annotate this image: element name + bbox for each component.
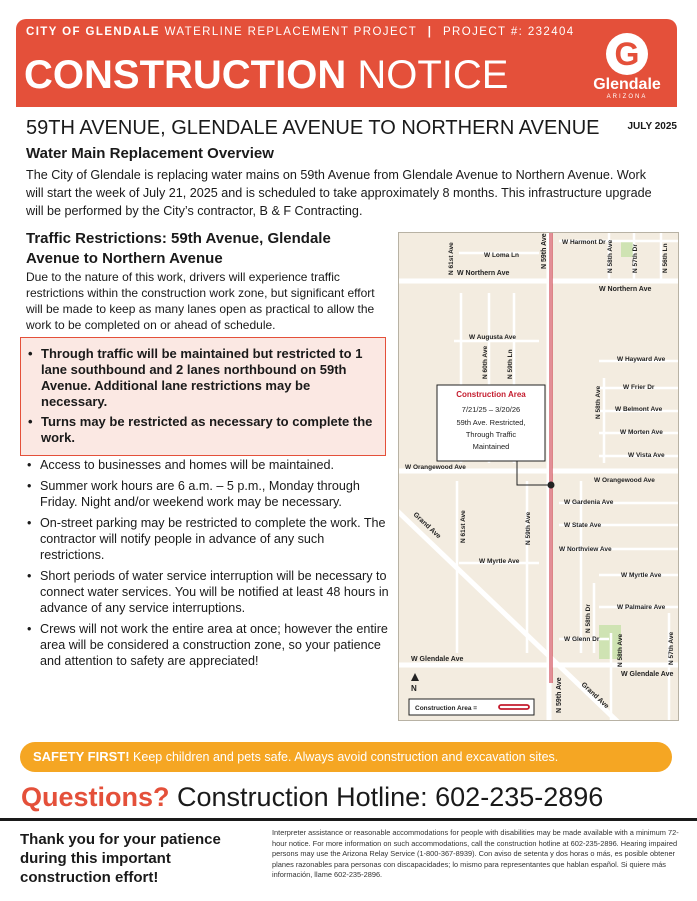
street-label: W Morten Ave [620,429,663,436]
notice-title [24,51,508,99]
street-label: N 59th Ln [507,349,514,379]
title-bold: CONSTRUCTION [24,53,347,97]
legend-label: Construction Area = [415,705,478,712]
highlight-item: • Through traffic will be maintained but restricted to 1 lane southbound and 2 lanes northbound on 59th Avenue. Additional lane restrictions may be necessary. [41,346,375,410]
project-city: CITY OF GLENDALE [26,26,160,38]
traffic-body: Due to the nature of this work, drivers will experience traffic restrictions within the construction work zone, but significant effort will be made to keep as many lanes open as practical to allow the work to be completed on or ahead of schedule. [26,270,375,332]
project-line [26,26,575,38]
callout-dates: 7/21/25 – 3/20/26 [461,405,521,414]
street-label: W State Ave [564,522,602,529]
info-list [26,457,390,674]
street-label: W Palmaire Ave [617,604,666,611]
callout-desc: Through Traffic [465,430,517,439]
callout-title: Construction Area [456,390,526,399]
street-label: N 58th Ave [595,385,602,419]
highlight-item: • Turns may be restricted as necessary to complete the work. [41,414,375,446]
street-label: N 59th Ave [525,511,532,545]
north-arrow-icon [411,673,419,681]
project-map [398,232,679,721]
street-label: W Myrtle Ave [621,572,662,579]
street-label: W Augusta Ave [469,334,516,341]
logo-letter: G [614,36,640,72]
street-label: N 59th Ave [556,677,563,713]
street-label: N 58th Ave [617,633,624,667]
street-label: N 59th Ave [541,233,548,269]
traffic-heading: Traffic Restrictions: 59th Avenue, Glendale Avenue to Northern Avenue [26,230,331,267]
street-label: W Vista Ave [628,452,665,459]
callout-desc: 59th Ave. Restricted, [456,418,526,427]
list-item: • On-street parking may be restricted to complete the work. The contractor will notify people in advance of any such restrictions. [40,515,390,563]
street-label: W Gardenia Ave [564,499,614,506]
safety-text: Keep children and pets safe. Always avoid construction and excavation sites. [133,750,559,764]
list-item: • Short periods of water service interruption will be necessary to connect water services. You will be notified at least 48 hours in advance of any service interruptions. [40,568,390,616]
street-label: N 61st Ave [448,242,455,275]
street-label: W Glendale Ave [621,671,674,678]
street-label: W Hayward Ave [617,356,666,363]
callout-dot [548,482,555,489]
street-label: W Glendale Ave [411,656,464,663]
street-label: Grand Ave [411,511,442,541]
list-item: • Access to businesses and homes will be maintained. [40,457,390,473]
street-label: W Myrtle Ave [479,558,520,565]
legend-swatch [499,705,529,709]
street-label: W Loma Ln [484,252,520,259]
list-item: • Summer work hours are 6 a.m. – 5 p.m., Monday through Friday. Night and/or weekend work may be necessary. [40,478,390,510]
street-label: W Frier Dr [623,384,655,391]
logo-mark-icon [606,33,648,75]
footer-divider [0,818,697,821]
safety-banner [20,742,672,772]
overview-heading: Water Main Replacement Overview [26,145,274,162]
highlight-box [20,337,386,456]
logo-name: Glendale [593,76,661,93]
logo-state: ARIZONA [606,94,648,100]
north-label: N [411,684,417,693]
street-label: N 57th Ave [668,631,675,665]
street-label: W Harmont Dr [562,239,606,246]
notice-date: JULY 2025 [627,121,677,132]
project-number: PROJECT #: 232404 [442,26,575,38]
street-label: W Orangewood Ave [405,464,466,471]
thank-you-message: Thank you for your patience during this important construction effort! [20,831,221,886]
street-label: W Belmont Ave [615,406,663,413]
street-label: N 60th Ave [482,345,489,379]
accessibility-notice: Interpreter assistance or reasonable accommodations for people with disabilities may be made available with a minimum 72-hour notice. For more information on such accommodations, call the construction hotline at 602-235-2896. Hearing impaired persons may use the Arizona Relay Service (1-800-367-8939). Con aviso de setenta y dos horas o más, es posible obtener planes razonables para personas con discapacidades; lo mismo para representantes que hablan español. Si quiere más información, llame 602-235-2896. [272,828,679,880]
separator: | [427,26,433,38]
questions-lead: Questions? [21,782,170,812]
street-label: W Northview Ave [559,546,612,553]
hotline-text: Construction Hotline: 602-235-2896 [177,782,604,812]
street-label: Grand Ave [579,681,610,711]
street-title: 59TH AVENUE, GLENDALE AVENUE TO NORTHERN AVENUE [26,117,600,139]
callout-desc: Maintained [472,442,510,451]
overview-body: The City of Glendale is replacing water mains on 59th Avenue from Glendale Avenue to Northern Avenue. Work will start the week of July 21, 2025 and is scheduled to take approximately 8 months. This infrastructure upgrade will be performed by the City’s contractor, B & F Contracting. [26,168,652,218]
street-label: N 58th Dr [585,604,592,633]
safety-lead: SAFETY FIRST! [33,749,130,764]
notice-header [16,19,677,107]
street-label: N 61st Ave [460,510,467,543]
street-label: W Northern Ave [599,286,652,293]
list-item: • Crews will not work the entire area at once; however the entire area will be considered a construction zone, so your patience and attention to safety are appreciated! [40,621,390,669]
glendale-logo [589,33,665,99]
street-label: N 58th Ave [607,239,614,273]
project-name: WATERLINE REPLACEMENT PROJECT [164,26,418,38]
street-label: W Glenn Dr [564,636,600,643]
questions-line [21,782,603,813]
street-label: N 56th Ln [662,243,669,273]
title-rest: NOTICE [357,53,509,97]
street-label: W Orangewood Ave [594,477,655,484]
street-label: N 57th Dr [632,244,639,273]
street-label: W Northern Ave [457,270,510,277]
